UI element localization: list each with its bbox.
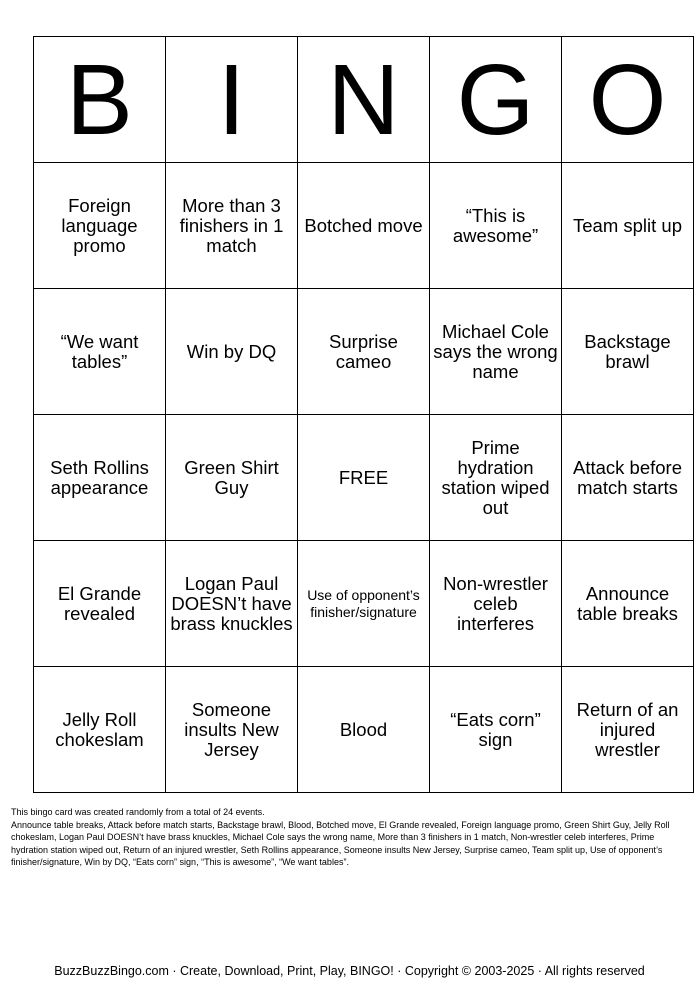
header-letter-g: G bbox=[430, 37, 562, 163]
header-letter-b: B bbox=[34, 37, 166, 163]
bingo-cell: Use of opponent’s finisher/signature bbox=[298, 541, 430, 667]
bingo-row bbox=[34, 541, 694, 667]
page-footer: BuzzBuzzBingo.com · Create, Download, Print, Play, BINGO! · Copyright © 2003-2025 · All rights reserved bbox=[54, 964, 645, 978]
bingo-cell: Surprise cameo bbox=[298, 289, 430, 415]
bingo-cell: Return of an injured wrestler bbox=[562, 667, 694, 793]
bingo-row bbox=[34, 163, 694, 289]
bingo-row bbox=[34, 667, 694, 793]
note-intro: This bingo card was created randomly from a total of 24 events. bbox=[11, 807, 265, 817]
bingo-row bbox=[34, 289, 694, 415]
note-event-list: Announce table breaks, Attack before match starts, Backstage brawl, Blood, Botched move, El Grande revealed, Foreign language promo, Green Shirt Guy, Jelly Roll chokeslam, Logan Paul DOESN’t have brass knuckles, Michael Cole says the wrong name, More than 3 finishers in 1 match, Non-wrestler celeb interferes, Prime hydration station wiped out, Return of an injured wrestler, Seth Rollins appearance, Someone insults New Jersey, Surprise cameo, Team split up, Use of opponent’s finisher/signature, Win by DQ, “Eats corn” sign, “This is awesome”, “We want tables”. bbox=[11, 819, 670, 867]
bingo-cell: More than 3 finishers in 1 match bbox=[166, 163, 298, 289]
bingo-cell: El Grande revealed bbox=[34, 541, 166, 667]
bingo-cell: “Eats corn” sign bbox=[430, 667, 562, 793]
header-row bbox=[34, 37, 694, 163]
bingo-row bbox=[34, 415, 694, 541]
bingo-card bbox=[33, 36, 694, 793]
bingo-cell: Someone insults New Jersey bbox=[166, 667, 298, 793]
event-list-note bbox=[11, 806, 687, 869]
bingo-cell: Announce table breaks bbox=[562, 541, 694, 667]
bingo-cell: Green Shirt Guy bbox=[166, 415, 298, 541]
bingo-cell: “This is awesome” bbox=[430, 163, 562, 289]
bingo-cell: Backstage brawl bbox=[562, 289, 694, 415]
bingo-cell: Win by DQ bbox=[166, 289, 298, 415]
bingo-cell: Foreign language promo bbox=[34, 163, 166, 289]
bingo-cell: Prime hydration station wiped out bbox=[430, 415, 562, 541]
bingo-cell: Non-wrestler celeb interferes bbox=[430, 541, 562, 667]
header-letter-o: O bbox=[562, 37, 694, 163]
header-letter-n: N bbox=[298, 37, 430, 163]
bingo-cell: Team split up bbox=[562, 163, 694, 289]
bingo-cell: “We want tables” bbox=[34, 289, 166, 415]
bingo-cell: Blood bbox=[298, 667, 430, 793]
header-letter-i: I bbox=[166, 37, 298, 163]
bingo-cell: Jelly Roll chokeslam bbox=[34, 667, 166, 793]
bingo-cell: Seth Rollins appearance bbox=[34, 415, 166, 541]
bingo-cell: Logan Paul DOESN’t have brass knuckles bbox=[166, 541, 298, 667]
bingo-cell: Botched move bbox=[298, 163, 430, 289]
bingo-cell: Michael Cole says the wrong name bbox=[430, 289, 562, 415]
bingo-cell: Attack before match starts bbox=[562, 415, 694, 541]
free-space: FREE bbox=[298, 415, 430, 541]
